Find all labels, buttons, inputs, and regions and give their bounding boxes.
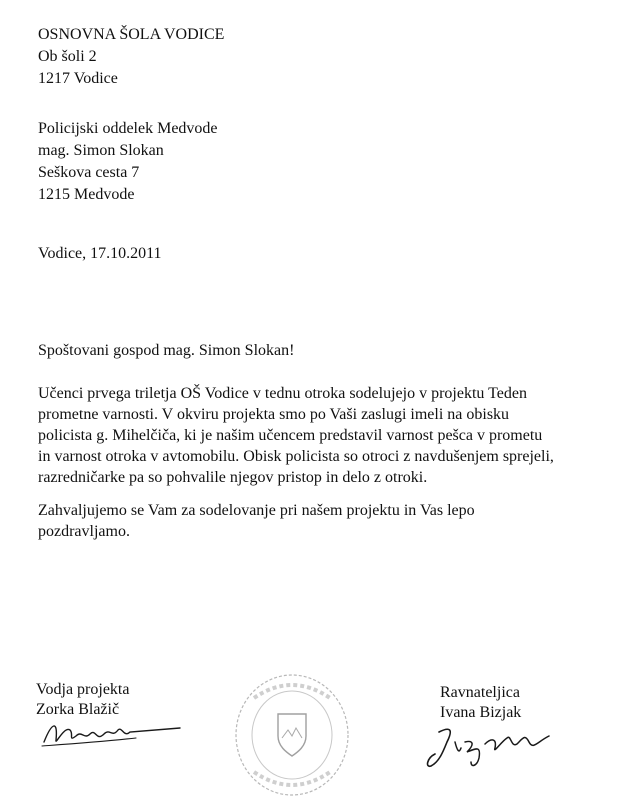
recipient-person: mag. Simon Slokan xyxy=(38,142,164,159)
signer-role: Vodja projekta xyxy=(36,681,130,698)
signature-block-left xyxy=(36,680,129,720)
handwritten-signature-right xyxy=(425,720,555,772)
body-paragraph xyxy=(38,383,554,488)
closing-line: pozdravljamo. xyxy=(38,523,130,540)
body-line: prometne varnosti. V okviru projekta smo po Vaši zaslugi imeli na obisku xyxy=(38,406,510,423)
handwritten-signature-left xyxy=(40,716,190,752)
salutation: Spoštovani gospod mag. Simon Slokan! xyxy=(38,342,295,359)
closing-line: Zahvaljujemo se Vam za sodelovanje pri našem projektu in Vas lepo xyxy=(38,502,475,519)
sender-city: 1217 Vodice xyxy=(38,70,118,87)
sender-street: Ob šoli 2 xyxy=(38,48,97,65)
sender-name: OSNOVNA ŠOLA VODICE xyxy=(38,26,225,43)
body-line: Učenci prvega triletja OŠ Vodice v tednu otroka sodelujejo v projektu Teden xyxy=(38,385,527,402)
sender-address xyxy=(38,24,224,90)
closing-paragraph xyxy=(38,500,475,542)
letter-date: Vodice, 17.10.2011 xyxy=(38,245,162,262)
signer-name: Zorka Blažič xyxy=(36,701,120,718)
signer-role: Ravnateljica xyxy=(440,684,520,701)
school-stamp xyxy=(232,672,352,798)
body-line: policista g. Mihelčiča, ki je našim učencem predstavil varnost pešca v prometu xyxy=(38,427,543,444)
signature-block-right xyxy=(440,683,521,723)
recipient-city: 1215 Medvode xyxy=(38,186,135,203)
recipient-address xyxy=(38,118,218,206)
signer-name: Ivana Bizjak xyxy=(440,704,522,721)
recipient-street: Seškova cesta 7 xyxy=(38,164,140,181)
body-line: razredničarke pa so pohvalile njegov pristop in delo z otroki. xyxy=(38,469,428,486)
body-line: in varnost otroka v avtomobilu. Obisk policista so otroci z navdušenjem sprejeli, xyxy=(38,448,554,465)
recipient-org: Policijski oddelek Medvode xyxy=(38,120,218,137)
